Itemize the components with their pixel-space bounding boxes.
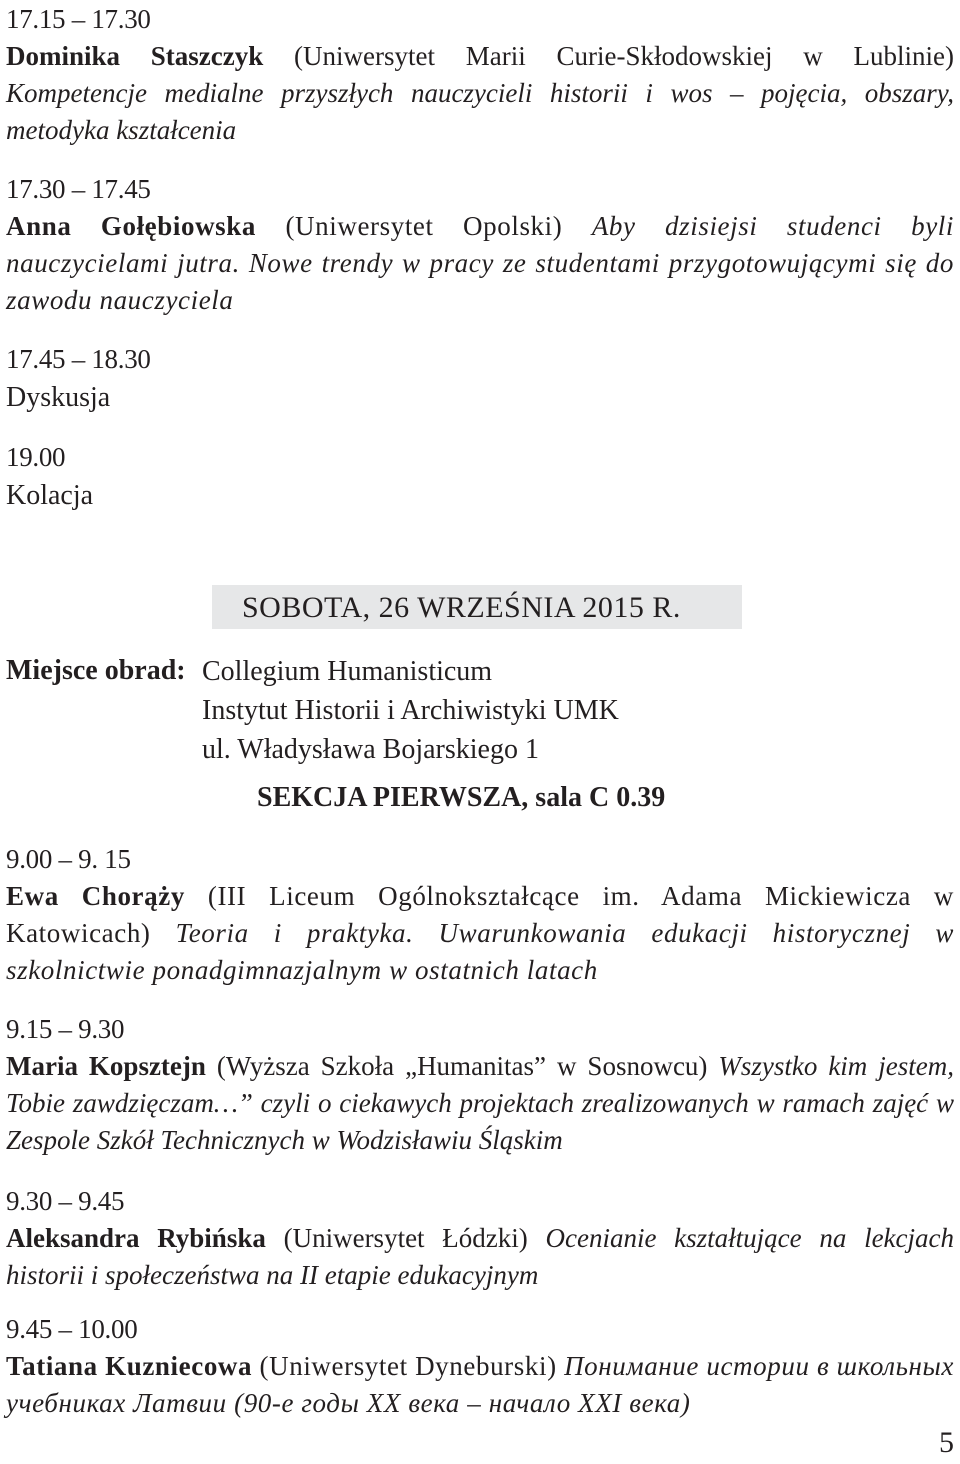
- time-slot: 17.15 – 17.30: [6, 4, 151, 34]
- talk-title: Ocenianie kształtujące na lekcjach historii i społeczeństwa na II etapie edukacyjnym: [6, 1223, 955, 1290]
- speaker-name: Tatiana Kuzniecowa: [6, 1351, 253, 1381]
- talk-title: Понимание истории в школьных учебниках Латвии (90-е годы ХХ века – начало ХХI века): [6, 1351, 955, 1418]
- talk-title: Wszystko kim jestem, Tobie zawdzięczam…” czyli o ciekawych projektach zrealizowanych w ramach zajęć w Zespole Szkół Technicznych w Wodzisławiu Śląskim: [6, 1051, 954, 1155]
- speaker-name: Aleksandra Rybińska: [6, 1223, 266, 1253]
- speaker-affiliation: (Uniwersytet Dyneburski): [259, 1351, 557, 1381]
- program-entry: [6, 1184, 954, 1294]
- session-label: Dyskusja: [6, 382, 111, 413]
- speaker-affiliation: (Uniwersytet Opolski): [285, 211, 563, 241]
- speaker-affiliation: (III Liceum Ogólnokształcące im. Adama Mickiewicza w Katowicach): [6, 881, 955, 948]
- talk-description: [6, 38, 954, 149]
- talk-description: [6, 1048, 954, 1159]
- venue-line: ul. Władysława Bojarskiego 1: [202, 734, 539, 765]
- venue-line: Instytut Historii i Archiwistyki UMK: [202, 695, 619, 726]
- program-entry: [6, 842, 954, 989]
- program-entry: [6, 1312, 954, 1422]
- speaker-name: Maria Kopsztejn: [6, 1051, 206, 1081]
- speaker-affiliation: (Wyższa Szkoła „Humanitas” w Sosnowcu): [216, 1051, 708, 1081]
- time-slot: 17.45 – 18.30: [6, 344, 151, 374]
- day-heading: SOBOTA, 26 WRZEŚNIA 2015 R.: [242, 591, 681, 624]
- time-slot: 17.30 – 17.45: [6, 174, 151, 204]
- venue-address: [202, 652, 619, 769]
- section-heading: SEKCJA PIERWSZA, sala C 0.39: [257, 782, 666, 813]
- program-entry: [6, 342, 151, 416]
- time-slot: 9.30 – 9.45: [6, 1186, 125, 1216]
- time-slot: 9.00 – 9. 15: [6, 844, 131, 874]
- day-heading-band: [212, 585, 742, 629]
- session-label: Kolacja: [6, 480, 94, 511]
- talk-description: [6, 208, 954, 319]
- page-number: 5: [939, 1426, 954, 1459]
- time-slot: 9.15 – 9.30: [6, 1014, 125, 1044]
- speaker-name: Anna Gołębiowska: [6, 211, 256, 241]
- talk-title: Aby dzisiejsi studenci byli nauczycielami jutra. Nowe trendy w pracy ze studentami przygotowującymi się do zawodu nauczyciela: [6, 211, 954, 315]
- talk-description: [6, 878, 954, 989]
- venue-label: Miejsce obrad:: [6, 655, 186, 686]
- speaker-affiliation: (Uniwersytet Marii Curie-Skłodowskiej w Lublinie): [294, 41, 955, 71]
- talk-title: Kompetencje medialne przyszłych nauczycieli historii i wos – pojęcia, obszary, metodyka kształcenia: [6, 78, 954, 145]
- speaker-name: Dominika Staszczyk: [6, 41, 264, 71]
- program-entry: [6, 2, 954, 149]
- talk-description: [6, 1348, 954, 1422]
- time-slot: 19.00: [6, 442, 66, 472]
- venue-line: Collegium Humanisticum: [202, 656, 493, 687]
- speaker-name: Ewa Chorąży: [6, 881, 185, 911]
- program-entry: [6, 440, 93, 514]
- program-entry: [6, 172, 954, 319]
- talk-title: Teoria i praktyka. Uwarunkowania edukacji historycznej w szkolnictwie ponadgimnazjalnym w ostatnich latach: [6, 918, 954, 985]
- speaker-affiliation: (Uniwersytet Łódzki): [283, 1223, 528, 1253]
- talk-description: [6, 1220, 954, 1294]
- program-entry: [6, 1012, 954, 1159]
- time-slot: 9.45 – 10.00: [6, 1314, 138, 1344]
